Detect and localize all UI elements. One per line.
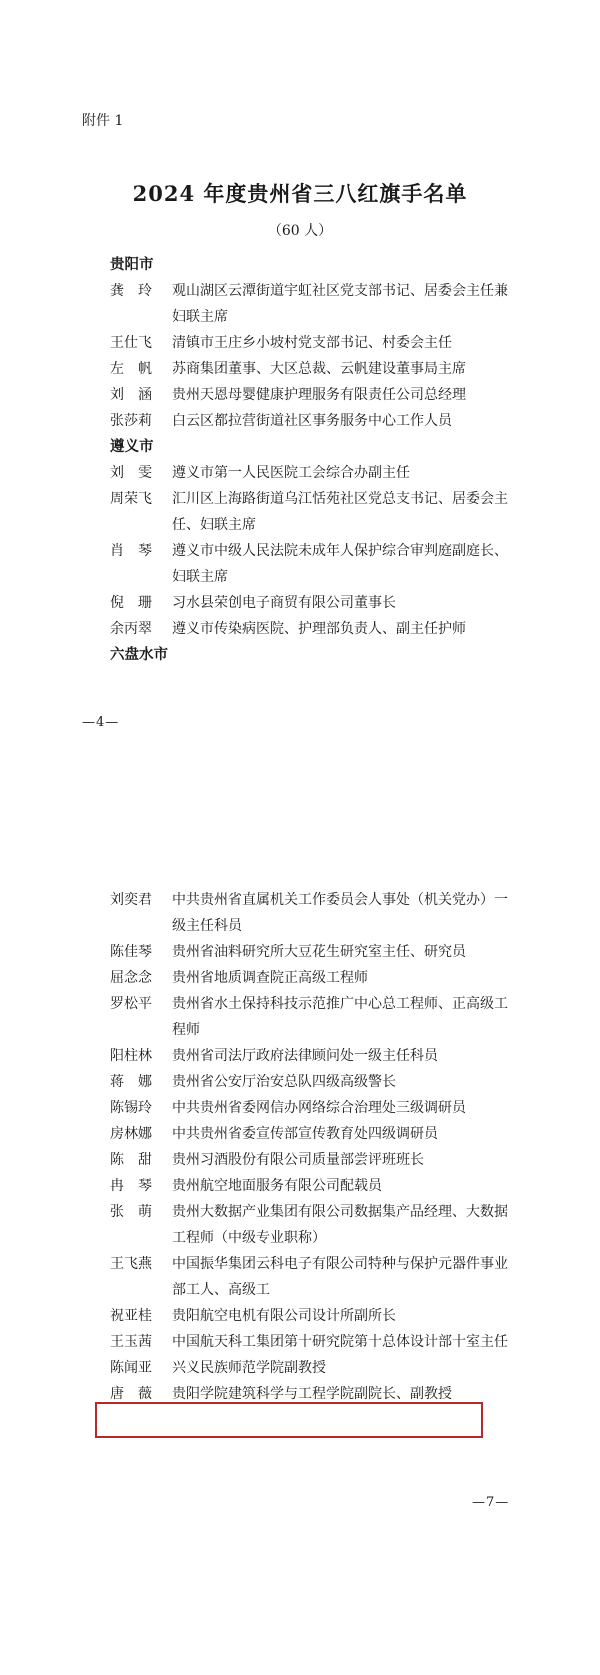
document-title: 2024 年度贵州省三八红旗手名单 bbox=[132, 181, 468, 206]
list-item bbox=[110, 1303, 520, 1329]
list-item bbox=[110, 1095, 520, 1121]
honoree-name: 王玉茜 bbox=[110, 1334, 152, 1350]
honoree-title: 遵义市中级人民法院未成年人保护综合审判庭副庭长、妇联主席 bbox=[172, 543, 508, 585]
list-item bbox=[110, 486, 520, 538]
honoree-title: 中共贵州省委网信办网络综合治理处三级调研员 bbox=[172, 1100, 466, 1116]
list-item bbox=[110, 590, 520, 616]
list-item bbox=[110, 278, 520, 330]
honoree-name: 陈佳琴 bbox=[110, 944, 152, 960]
honoree-name: 唐 薇 bbox=[110, 1386, 152, 1402]
honoree-list-page7 bbox=[110, 887, 520, 1407]
list-item bbox=[110, 1043, 520, 1069]
honoree-name: 陈锡玲 bbox=[110, 1100, 152, 1116]
honoree-title: 贵州大数据产业集团有限公司数据集产品经理、大数据工程师（中级专业职称） bbox=[172, 1204, 508, 1246]
honoree-title: 贵州省地质调查院正高级工程师 bbox=[172, 970, 368, 986]
list-item bbox=[110, 330, 520, 356]
section-header-guiyang: 贵阳市 bbox=[110, 257, 154, 273]
honoree-name: 罗松平 bbox=[110, 996, 152, 1012]
highlight-box bbox=[95, 1402, 483, 1438]
honoree-name: 左 帆 bbox=[110, 361, 152, 377]
honoree-name: 祝亚桂 bbox=[110, 1308, 152, 1324]
list-item bbox=[110, 991, 520, 1043]
section-header-liupanshui: 六盘水市 bbox=[110, 647, 168, 663]
list-item bbox=[110, 887, 520, 939]
list-item bbox=[110, 616, 520, 642]
honoree-name: 陈 甜 bbox=[110, 1152, 152, 1168]
honoree-title: 中国振华集团云科电子有限公司特种与保护元器件事业部工人、高级工 bbox=[172, 1256, 508, 1298]
honoree-name: 肖 琴 bbox=[110, 543, 152, 559]
list-item bbox=[110, 460, 520, 486]
honoree-name: 刘 涵 bbox=[110, 387, 152, 403]
honoree-name: 屈念念 bbox=[110, 970, 152, 986]
honoree-title: 遵义市传染病医院、护理部负责人、副主任护师 bbox=[172, 621, 466, 637]
honoree-title: 贵州航空地面服务有限公司配载员 bbox=[172, 1178, 382, 1194]
honoree-name: 龚 玲 bbox=[110, 283, 152, 299]
honoree-name: 陈闻亚 bbox=[110, 1360, 152, 1376]
document-page-7 bbox=[0, 790, 600, 1675]
document-page-4 bbox=[0, 0, 600, 790]
honoree-title: 贵州习酒股份有限公司质量部尝评班班长 bbox=[172, 1152, 424, 1168]
honoree-name: 刘 雯 bbox=[110, 465, 152, 481]
list-item bbox=[110, 1121, 520, 1147]
honoree-title: 苏商集团董事、大区总裁、云帆建设董事局主席 bbox=[172, 361, 466, 377]
honoree-title: 贵州省水土保持科技示范推广中心总工程师、正高级工程师 bbox=[172, 996, 508, 1038]
honoree-name: 冉 琴 bbox=[110, 1178, 152, 1194]
honoree-title: 白云区都拉营街道社区事务服务中心工作人员 bbox=[172, 413, 452, 429]
page-number: —7— bbox=[472, 1495, 510, 1510]
section-header-zunyi: 遵义市 bbox=[110, 439, 154, 455]
honoree-title: 贵州省司法厅政府法律顾问处一级主任科员 bbox=[172, 1048, 438, 1064]
honoree-title: 贵州省公安厅治安总队四级高级警长 bbox=[172, 1074, 396, 1090]
list-item bbox=[110, 538, 520, 590]
honoree-name: 阳柱林 bbox=[110, 1048, 152, 1064]
honoree-list-page4 bbox=[110, 252, 520, 668]
list-item bbox=[110, 382, 520, 408]
honoree-name: 蒋 娜 bbox=[110, 1074, 152, 1090]
honoree-name: 刘奕君 bbox=[110, 892, 152, 908]
honoree-name: 张莎莉 bbox=[110, 413, 152, 429]
honoree-title: 贵阳学院建筑科学与工程学院副院长、副教授 bbox=[172, 1386, 452, 1402]
honoree-title: 贵阳航空电机有限公司设计所副所长 bbox=[172, 1308, 396, 1324]
list-item bbox=[110, 1173, 520, 1199]
honoree-title: 汇川区上海路街道乌江恬苑社区党总支书记、居委会主任、妇联主席 bbox=[172, 491, 508, 533]
honoree-name: 房林娜 bbox=[110, 1126, 152, 1142]
honoree-title: 习水县荣创电子商贸有限公司董事长 bbox=[172, 595, 396, 611]
honoree-name: 王飞燕 bbox=[110, 1256, 152, 1272]
list-item bbox=[110, 408, 520, 434]
honoree-title: 中共贵州省直属机关工作委员会人事处（机关党办）一级主任科员 bbox=[172, 892, 508, 934]
honoree-title: 中共贵州省委宣传部宣传教育处四级调研员 bbox=[172, 1126, 438, 1142]
honoree-name: 余丙翠 bbox=[110, 621, 152, 637]
honoree-name: 倪 珊 bbox=[110, 595, 152, 611]
list-item bbox=[110, 1251, 520, 1303]
honoree-title: 贵州天恩母婴健康护理服务有限责任公司总经理 bbox=[172, 387, 466, 403]
honoree-title: 兴义民族师范学院副教授 bbox=[172, 1360, 326, 1376]
honoree-title: 贵州省油料研究所大豆花生研究室主任、研究员 bbox=[172, 944, 466, 960]
list-item bbox=[110, 1329, 520, 1355]
list-item bbox=[110, 1147, 520, 1173]
page-number: —4— bbox=[82, 715, 120, 730]
honoree-name: 王仕飞 bbox=[110, 335, 152, 351]
list-item bbox=[110, 1355, 520, 1381]
list-item bbox=[110, 965, 520, 991]
attachment-label: 附件 1 bbox=[82, 113, 124, 129]
honoree-count: （60 人） bbox=[267, 223, 333, 239]
honoree-title: 遵义市第一人民医院工会综合办副主任 bbox=[172, 465, 410, 481]
list-item bbox=[110, 356, 520, 382]
honoree-title: 观山湖区云潭街道宇虹社区党支部书记、居委会主任兼妇联主席 bbox=[172, 283, 508, 325]
honoree-title: 中国航天科工集团第十研究院第十总体设计部十室主任 bbox=[172, 1334, 508, 1350]
list-item bbox=[110, 1199, 520, 1251]
list-item bbox=[110, 1069, 520, 1095]
honoree-name: 张 萌 bbox=[110, 1204, 152, 1220]
honoree-name: 周荣飞 bbox=[110, 491, 152, 507]
list-item bbox=[110, 939, 520, 965]
honoree-title: 清镇市王庄乡小坡村党支部书记、村委会主任 bbox=[172, 335, 452, 351]
